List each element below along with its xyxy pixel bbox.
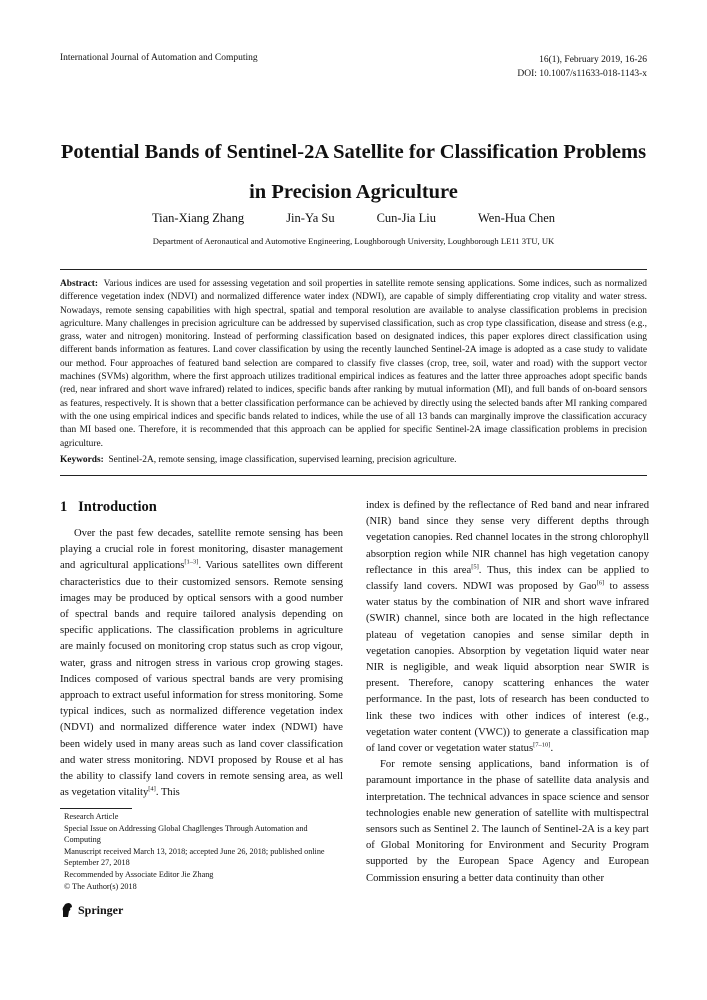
author: Tian-Xiang Zhang bbox=[151, 211, 245, 225]
keywords bbox=[60, 455, 647, 465]
springer-horse-icon bbox=[60, 902, 74, 918]
paragraph bbox=[366, 498, 649, 757]
issue-info bbox=[517, 53, 647, 81]
doi-line: DOI: 10.1007/s11633-018-1143-x bbox=[517, 69, 647, 79]
citation: [1–3] bbox=[184, 558, 199, 566]
text-run: to assess water status by the combination of NIR and short wave infrared (SWIR) channel, since both are located in the high reflectance plateau of vegetation canopies and sense similar depth in vegetation canopies. Absorption by vegetation liquid water near NIR is negligible, and weak liquid absorption near SWIR is present. Therefore, canopy scattering enhances the water performance. In the past, lots of research has been conducted to link these two indices with other indices of interest (e.g., vegetation water content (VWC)) to generate a classification map of land cover or vegetation water status bbox=[366, 581, 649, 755]
keywords-label: Keywords: bbox=[60, 455, 104, 465]
publisher-name: Springer bbox=[78, 902, 124, 917]
abstract-bottom-rule bbox=[60, 475, 647, 476]
author: Wen-Hua Chen bbox=[477, 211, 556, 225]
publisher-logo bbox=[60, 902, 123, 918]
footnotes bbox=[60, 811, 343, 892]
abstract-label: Abstract: bbox=[60, 279, 99, 289]
author: Jin-Ya Su bbox=[286, 211, 335, 225]
section-number: 1 bbox=[60, 499, 68, 515]
footnote: Special Issue on Addressing Global Chagllenges Through Automation and Computing bbox=[64, 823, 308, 845]
right-column bbox=[366, 498, 649, 887]
keywords-text: Sentinel-2A, remote sensing, image classification, supervised learning, precision agriculture. bbox=[108, 455, 457, 465]
text-run: . Various satellites own different characteristics due to their customized sensors. Remote sensing images may be produced by optical sensors with a good number of spectral bands and require tailored analysis depending on specific applications. The classification problems in agriculture are mainly focused on monitoring crop status such as crop vigour, water, grass and nitrogen stress in various crop growing stages. Indices composed of various spectral bands are very promising approach to extract useful information for stress monitoring. Some typical indices, such as normalized difference vegetation index (NDVI) and normalized difference water index (NDWI) have been widely used in many areas such as land cover classification and water stress monitoring. NDVI proposed by Rouse et al has the ability to classify land covers in remote sensing area, as well as vegetation vitality bbox=[60, 560, 343, 799]
text-run: index is defined by the reflectance of Red band and near infrared (NIR) band since they sense very different depths through vegetation canopies. Red channel locates in the strong chlorophyll absorption region while NIR channel has high vegetation canopy reflectance in this area bbox=[366, 500, 649, 576]
section-title: Introduction bbox=[78, 499, 157, 515]
paragraph bbox=[60, 526, 343, 801]
citation: [7–10] bbox=[533, 741, 551, 749]
footnote: © The Author(s) 2018 bbox=[64, 881, 137, 891]
footnote-rule bbox=[60, 808, 132, 809]
left-column bbox=[60, 498, 343, 801]
citation: [4] bbox=[148, 785, 156, 793]
footnote: Research Article bbox=[64, 812, 119, 821]
abstract-top-rule bbox=[60, 269, 647, 270]
section-heading bbox=[60, 498, 343, 516]
citation: [5] bbox=[471, 563, 479, 571]
footnote: Recommended by Associate Editor Jie Zhang bbox=[64, 869, 214, 879]
author: Cun-Jia Liu bbox=[376, 211, 436, 225]
footnote: Manuscript received March 13, 2018; accepted June 26, 2018; published online September 27, 2018 bbox=[64, 846, 325, 868]
text-run: . Thus, this index can be applied to classify land covers. NDWI was proposed by Gao bbox=[366, 564, 649, 593]
abstract-text: Various indices are used for assessing vegetation and soil properties in satellite remote sensing applications. Some indices, such as normalized difference vegetation index (NDVI) and normalized difference water index (NDWI), are capable of simply differentiating crop vitality and water stress. Nowadays, remote sensing capabilities with high spectral, spatial and temporal resolution are available to analyse classification problems in precision agriculture. Many challenges in precision agriculture can be addressed by supervised classification, such as crop type classification, disease and stress (e.g., grass, water and nitrogen) monitoring. Instead of performing classification based on designated indices, this paper explores direct classification using different bands information as features. Land cover classification by using the recently launched Sentinel-2A image is adopted as a case study to validate our method. Four approaches of featured band selection are compared to classify five classes (crop, tree, soil, water and road) with the support vector machines (SVMs) algorithm, where the first approach utilizes traditional empirical indices as features and the latter three approaches adopt specific bands (red, near infrared and short wave infrared) related to indices, specific bands after ranking by mutual information (MI), and full bands of on-board sensors as features, respectively. It is shown that a better classification performance can be achieved by directly using the selected bands after MI ranking compared with the one using empirical indices and specific bands related to indices, while the use of all 13 bands can marginally improve the classification accuracy than MI based one. Therefore, it is recommended that this approach can be applied for specific Sentinel-2A image classification problems in precision agriculture. bbox=[60, 279, 647, 449]
journal-name: International Journal of Automation and Computing bbox=[60, 53, 258, 63]
text-run: . bbox=[550, 743, 554, 755]
text-run: . This bbox=[155, 787, 180, 799]
affiliation: Department of Aeronautical and Automotive Engineering, Loughborough University, Loughborough LE11 3TU, UK bbox=[152, 236, 555, 246]
text-run: Over the past few decades, satellite remote sensing has been playing a crucial role in forest monitoring, disaster management and agricultural applications bbox=[60, 528, 343, 572]
abstract bbox=[60, 278, 647, 451]
issue-line: 16(1), February 2019, 16-26 bbox=[539, 55, 647, 65]
paper-title: Potential Bands of Sentinel-2A Satellite for Classification Problems in Precision Agriculture bbox=[60, 141, 647, 203]
citation: [6] bbox=[596, 579, 605, 587]
paragraph: For remote sensing applications, band information is of paramount importance in the phase of satellite data analysis and interpretation. The technical advances in space science and sensor technologies enable new generation of satellite with multispectral sensors such as Sentinel 2. The launch of Sentinel-2A is a key part of Global Monitoring for Environment and Security Program supported by the European Space Agency and European Commission ensuring a better data continuity than other bbox=[366, 759, 649, 884]
author-list bbox=[60, 211, 647, 226]
